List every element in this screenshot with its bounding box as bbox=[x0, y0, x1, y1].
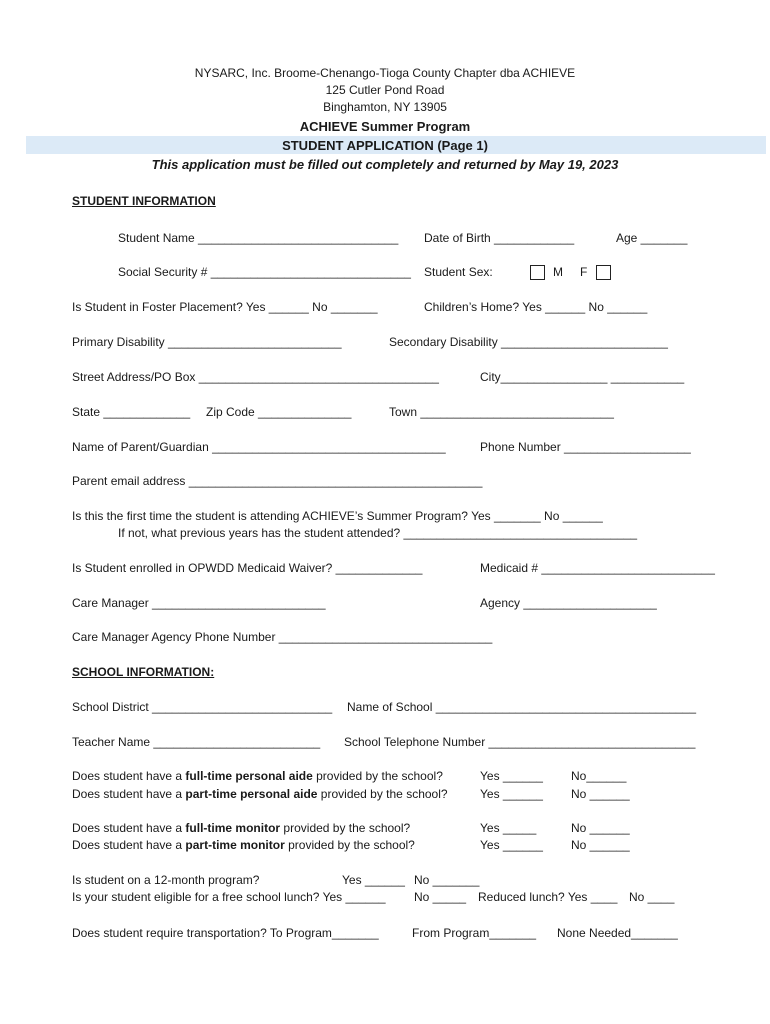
pt-aide-no[interactable]: No ______ bbox=[571, 787, 630, 801]
from-program-field[interactable]: From Program_______ bbox=[412, 926, 537, 940]
ft-monitor-no[interactable]: No ______ bbox=[571, 821, 630, 835]
district-field[interactable]: School District ___________________________ bbox=[72, 700, 333, 714]
instruction: This application must be filled out completely and returned by May 19, 2023 bbox=[151, 157, 619, 172]
pt-aide-yes[interactable]: Yes ______ bbox=[480, 787, 543, 801]
state-field[interactable]: State _____________ bbox=[72, 405, 191, 419]
pt-monitor-yes[interactable]: Yes ______ bbox=[480, 838, 543, 852]
form-title: STUDENT APPLICATION (Page 1) bbox=[282, 138, 488, 153]
org-line: NYSARC, Inc. Broome-Chenango-Tioga County Chapter dba ACHIEVE bbox=[194, 66, 576, 80]
foster-field[interactable]: Is Student in Foster Placement? Yes ______ No _______ bbox=[72, 300, 378, 314]
previous-years-field[interactable]: If not, what previous years has the student attended? ___________________________________ bbox=[118, 526, 638, 540]
free-lunch-field[interactable]: Is your student eligible for a free school lunch? Yes ______ bbox=[72, 890, 386, 904]
secondary-disability-field[interactable]: Secondary Disability _________________________ bbox=[389, 335, 668, 349]
sex-f-checkbox[interactable] bbox=[596, 265, 611, 280]
sex-f-label: F bbox=[580, 265, 588, 279]
school-section-title: SCHOOL INFORMATION: bbox=[72, 665, 215, 679]
free-lunch-no[interactable]: No _____ bbox=[414, 890, 467, 904]
age-field[interactable]: Age _______ bbox=[616, 231, 688, 245]
sex-label: Student Sex: bbox=[424, 265, 493, 279]
waiver-field[interactable]: Is Student enrolled in OPWDD Medicaid Waiver? _____________ bbox=[72, 561, 423, 575]
zip-field[interactable]: Zip Code ______________ bbox=[206, 405, 352, 419]
student-section-title: STUDENT INFORMATION bbox=[72, 194, 216, 208]
ft-aide-yes[interactable]: Yes ______ bbox=[480, 769, 543, 783]
first-time-field[interactable]: Is this the first time the student is attending ACHIEVE’s Summer Program? Yes _______ No ______ bbox=[72, 509, 603, 523]
school-name-field[interactable]: Name of School _______________________________________ bbox=[347, 700, 696, 714]
none-needed-field[interactable]: None Needed_______ bbox=[557, 926, 678, 940]
pt-monitor-question: Does student have a part-time monitor provided by the school? bbox=[72, 838, 415, 852]
town-field[interactable]: Town _____________________________ bbox=[389, 405, 614, 419]
twelve-month-question: Is student on a 12-month program? bbox=[72, 873, 260, 887]
dob-field[interactable]: Date of Birth ____________ bbox=[424, 231, 575, 245]
ft-monitor-question: Does student have a full-time monitor provided by the school? bbox=[72, 821, 411, 835]
agency-field[interactable]: Agency ____________________ bbox=[480, 596, 657, 610]
teacher-field[interactable]: Teacher Name _________________________ bbox=[72, 735, 321, 749]
care-manager-field[interactable]: Care Manager __________________________ bbox=[72, 596, 326, 610]
address-line: 125 Cutler Pond Road bbox=[325, 83, 445, 97]
pt-monitor-no[interactable]: No ______ bbox=[571, 838, 630, 852]
twelve-month-no[interactable]: No _______ bbox=[414, 873, 480, 887]
school-phone-field[interactable]: School Telephone Number _______________________________ bbox=[344, 735, 696, 749]
city-line: Binghamton, NY 13905 bbox=[323, 100, 447, 114]
street-field[interactable]: Street Address/PO Box ____________________________________ bbox=[72, 370, 439, 384]
parent-name-field[interactable]: Name of Parent/Guardian ___________________________________ bbox=[72, 440, 446, 454]
twelve-month-yes[interactable]: Yes ______ bbox=[342, 873, 405, 887]
agency-phone-field[interactable]: Care Manager Agency Phone Number ________________________________ bbox=[72, 630, 493, 644]
medicaid-field[interactable]: Medicaid # __________________________ bbox=[480, 561, 715, 575]
sex-m-checkbox[interactable] bbox=[530, 265, 545, 280]
pt-aide-question: Does student have a part-time personal aide provided by the school? bbox=[72, 787, 448, 801]
phone-field[interactable]: Phone Number ___________________ bbox=[480, 440, 691, 454]
ft-aide-question: Does student have a full-time personal aide provided by the school? bbox=[72, 769, 443, 783]
program-title: ACHIEVE Summer Program bbox=[299, 119, 471, 134]
transport-field[interactable]: Does student require transportation? To Program_______ bbox=[72, 926, 379, 940]
ssn-field[interactable]: Social Security # ______________________________ bbox=[118, 265, 411, 279]
city-field[interactable]: City________________ ___________ bbox=[480, 370, 685, 384]
reduced-lunch-no[interactable]: No ____ bbox=[629, 890, 675, 904]
ft-monitor-yes[interactable]: Yes _____ bbox=[480, 821, 537, 835]
student-name-field[interactable]: Student Name ______________________________ bbox=[118, 231, 399, 245]
childrens-home-field[interactable]: Children’s Home? Yes ______ No ______ bbox=[424, 300, 648, 314]
ft-aide-no[interactable]: No______ bbox=[571, 769, 627, 783]
primary-disability-field[interactable]: Primary Disability __________________________ bbox=[72, 335, 342, 349]
sex-m-label: M bbox=[553, 265, 563, 279]
reduced-lunch-field[interactable]: Reduced lunch? Yes ____ bbox=[478, 890, 618, 904]
parent-email-field[interactable]: Parent email address ____________________________________________ bbox=[72, 474, 483, 488]
